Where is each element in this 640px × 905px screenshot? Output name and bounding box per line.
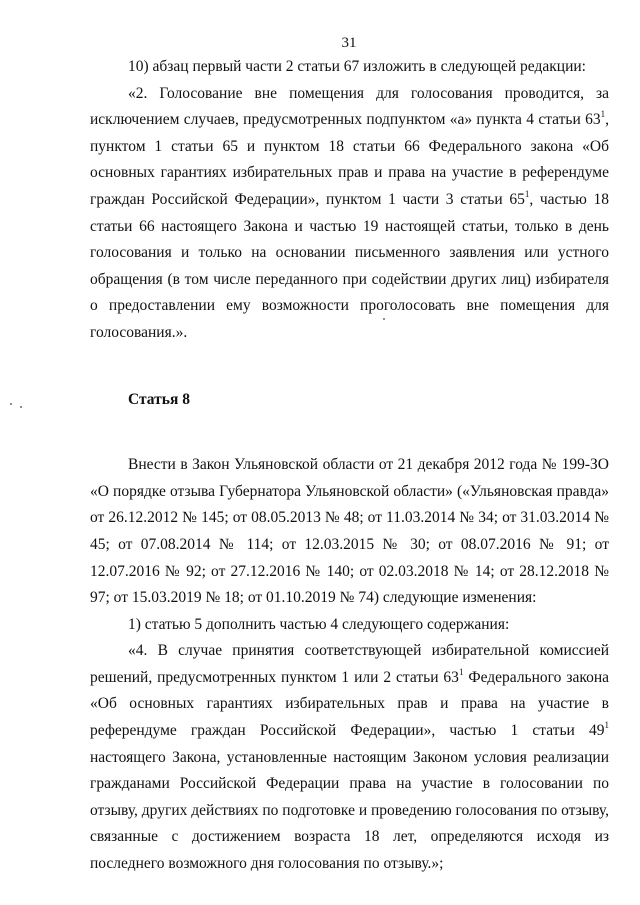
text-segment: Федерального закона «Об основных гарантиях избирательных прав и права на участие в референдуме граждан Российской Федерации», частью 1 статьи 49 — [90, 668, 609, 740]
superscript: 1 — [604, 719, 609, 730]
paragraph-article-67-part-2 — [90, 81, 609, 347]
document-body — [90, 54, 609, 878]
text-segment: «2. Голосование вне помещения для голосования проводится, за исключением случаев, предусмотренных подпунктом «а» пункта 4 статьи 63 — [90, 84, 609, 129]
scan-speck — [10, 403, 12, 405]
page-number: 31 — [341, 35, 357, 51]
text-segment: , частью 18 статьи 66 настоящего Закона и частью 19 настоящей статьи, только в день голосования и только на основании письменного заявления или устного обращения (в том числе переданного при содействии других лиц) избирателя о предоставлении ему возможности проголосовать вне помещения для голосования.». — [90, 190, 609, 341]
superscript: 1 — [600, 109, 606, 120]
scan-speck — [383, 318, 385, 320]
paragraph-item-10: 10) абзац первый части 2 статьи 67 изложить в следующей редакции: — [128, 58, 586, 75]
scan-speck — [20, 406, 22, 408]
superscript: 1 — [458, 666, 464, 677]
paragraph-article-5-part-4 — [90, 638, 609, 877]
paragraph-item-1: 1) статью 5 дополнить частью 4 следующего содержания: — [128, 615, 510, 633]
superscript: 1 — [524, 188, 530, 199]
article-heading: Статья 8 — [128, 390, 190, 408]
text-segment: , пунктом 1 статьи 65 и пунктом 18 статьи 66 Федерального закона «Об основных гарантиях избирательных прав и права на участие в референдуме граждан Российской Федерации», пунктом 1 части 3 статьи 65 — [90, 111, 609, 208]
paragraph-amendments-intro: Внести в Закон Ульяновской области от 21 декабря 2012 года № 199-ЗО «О порядке отзыва Губернатора Ульяновской области» («Ульяновская правда» от 26.12.2012 № 145; от 08.05.2013 № 48; от 11.03.2014 № 34; от 31.03.2014 № 45; от 07.08.2014 № 114; от 12.03.2015 № 30; от 08.07.2016 № 91; от 12.07.2016 № 92; от 27.12.2016 № 140; от 02.03.2018 № 14; от 28.12.2018 № 97; от 15.03.2019 № 18; от 01.10.2019 № 74) следующие изменения: — [90, 456, 609, 607]
text-segment: «4. В случае принятия соответствующей избирательной комиссией решений, предусмотренных пунктом 1 или 2 статьи 63 — [90, 642, 609, 686]
text-segment: настоящего Закона, установленные настоящим Законом условия реализации гражданами Российской Федерации права на участие в голосовании по отзыву, других действиях по подготовке и проведению голосования по отзыву, связанные с достижением возраста 18 лет, определяются исходя из последнего возможного дня голосования по отзыву.»; — [90, 748, 609, 873]
